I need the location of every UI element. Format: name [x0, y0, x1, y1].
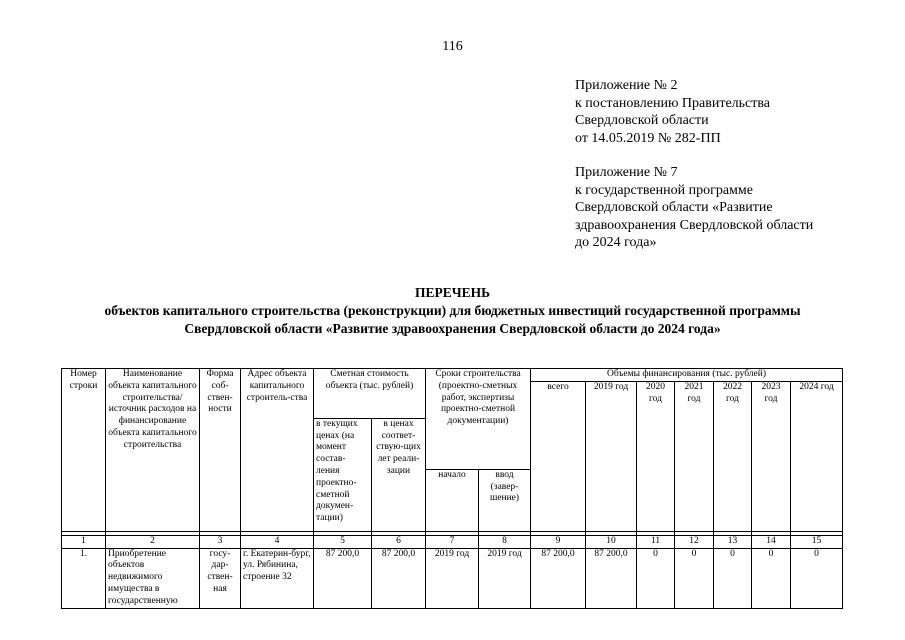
appendix-line: Свердловской области «Развитие — [575, 200, 773, 215]
column-number: 4 — [241, 535, 314, 548]
column-number: 7 — [426, 535, 479, 548]
column-number: 11 — [637, 535, 675, 548]
appendix-line: Приложение № 2 — [575, 78, 678, 93]
end-year: 2019 год — [479, 548, 531, 608]
header-cost-year-prices: в ценах соответ-ствую-щих лет реали-зации — [372, 418, 426, 531]
financing-2020: 0 — [637, 548, 675, 608]
ownership-form: госу-дар-ствен-ная — [200, 548, 241, 608]
row-number: 1. — [62, 548, 106, 608]
financing-2021: 0 — [675, 548, 714, 608]
financing-2024: 0 — [791, 548, 843, 608]
title-line-2: Свердловской области «Развитие здравоохранения Свердловской области до 2024 года» — [184, 321, 721, 336]
header-object-name: Наименование объекта капитального строительства/ источник расходов на финансирование объекта капитального строительства — [106, 369, 200, 532]
header-2020: 2020 год — [637, 381, 675, 531]
appendix-line: Свердловской области — [575, 113, 709, 128]
appendix-line: до 2024 года» — [575, 235, 657, 250]
table-row — [62, 548, 843, 608]
title-line-1: объектов капитального строительства (реконструкции) для бюджетных инвестиций государственной программы — [104, 303, 801, 318]
column-number: 9 — [531, 535, 586, 548]
start-year: 2019 год — [426, 548, 479, 608]
header-ownership: Форма соб-ствен-ности — [200, 369, 241, 532]
column-number: 13 — [714, 535, 752, 548]
appendix-line: от 14.05.2019 № 282-ПП — [575, 130, 721, 146]
title-heading: ПЕРЕЧЕНЬ — [414, 285, 491, 300]
financing-2019: 87 200,0 — [586, 548, 637, 608]
appendix-line: Приложение № 7 — [575, 165, 678, 180]
column-number: 15 — [791, 535, 843, 548]
header-2019: 2019 год — [586, 381, 637, 531]
header-2024: 2024 год — [791, 381, 843, 531]
appendix-7-block — [575, 164, 813, 252]
header-start: начало — [426, 469, 479, 531]
header-2021: 2021 год — [675, 381, 714, 531]
header-end: ввод (завер-шение) — [479, 469, 531, 531]
column-number: 10 — [586, 535, 637, 548]
header-total: всего — [531, 381, 586, 531]
header-construction-terms: Сроки строительства (проектно-сметных работ, экспертизы проектно-сметной документации) — [426, 369, 531, 470]
column-number: 2 — [106, 535, 200, 548]
header-cost-current-prices: в текущих ценах (на момент состав-ления проектно-сметной докумен-тации) — [314, 418, 372, 531]
column-number: 1 — [62, 535, 106, 548]
header-2022: 2022 год — [714, 381, 752, 531]
financing-2023: 0 — [752, 548, 791, 608]
appendix-line: к постановлению Правительства — [575, 95, 771, 111]
object-address: г. Екатерин-бург, ул. Рябинина, строение 32 — [241, 548, 314, 608]
header-address: Адрес объекта капитального строитель-ства — [241, 369, 314, 532]
column-number: 14 — [752, 535, 791, 548]
header-financing: Объемы финансирования (тыс. рублей) — [531, 369, 843, 382]
appendix-line: к государственной программе — [575, 182, 753, 198]
header-estimated-cost: Сметная стоимость объекта (тыс. рублей) — [314, 369, 426, 419]
financing-2022: 0 — [714, 548, 752, 608]
document-title — [0, 284, 905, 338]
column-number: 5 — [314, 535, 372, 548]
column-number: 6 — [372, 535, 426, 548]
cost-years: 87 200,0 — [372, 548, 426, 608]
capital-objects-table — [61, 368, 843, 609]
column-number: 12 — [675, 535, 714, 548]
appendix-line: здравоохранения Свердловской области — [575, 217, 814, 233]
header-2023: 2023 год — [752, 381, 791, 531]
financing-total: 87 200,0 — [531, 548, 586, 608]
appendix-2-block — [575, 77, 770, 147]
column-numbers-row — [62, 535, 843, 548]
column-number: 8 — [479, 535, 531, 548]
object-name: Приобретение объектов недвижимого имущества в государственную — [106, 548, 200, 608]
page-number: 116 — [442, 39, 463, 54]
column-number: 3 — [200, 535, 241, 548]
cost-current: 87 200,0 — [314, 548, 372, 608]
header-row-number: Номер строки — [62, 369, 106, 532]
